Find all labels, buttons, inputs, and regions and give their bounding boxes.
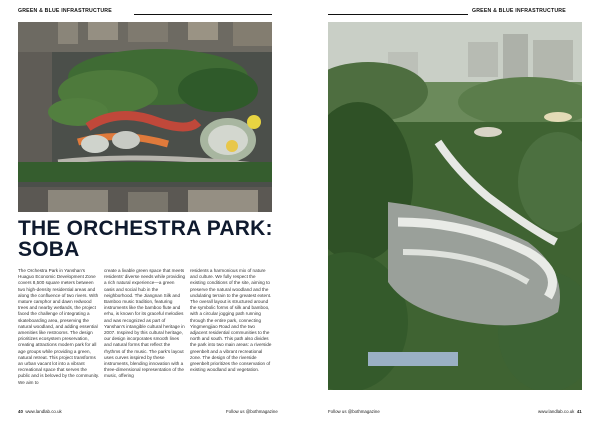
- body-column-2: [104, 268, 186, 385]
- curved-walkway-park-photo: [328, 22, 582, 390]
- footer-left: [18, 409, 62, 414]
- article-title: THE ORCHESTRA PARK: SOBA: [18, 217, 273, 261]
- header-rule-left: [134, 14, 272, 15]
- footer-right: [538, 409, 582, 414]
- section-header-left: GREEN & BLUE INFRASTRUCTURE: [18, 8, 112, 14]
- body-paragraph: residents a harmonious mix of nature and culture. We fully respect the existing conditions of the site, aiming to preserve the natural woodland and the undulating terrain to the greatest extent. The overall layout is structured around the symbolic forms of silk and bamboo, with a circular jogging path running through the entire park, connecting Yingmengjiao Road and the two adjacent residential communities to the north and south. This path also divides the park into two main areas: a riverside greenbelt and a vibrant recreational zone. The design of the riverside greenbelt prioritizes the conservation of existing woodland and vegetation.: [190, 268, 272, 373]
- page-number-right: 41: [576, 409, 582, 414]
- park-photo-illustration: [328, 22, 582, 390]
- aerial-park-photo: [18, 22, 272, 212]
- body-column-3: [190, 268, 272, 378]
- footer-follow-right[interactable]: Follow us @bothmagazine: [328, 409, 380, 414]
- aerial-photo-illustration: [18, 22, 272, 212]
- footer-url-right[interactable]: www.landlab.co.uk: [538, 409, 575, 414]
- header-rule-right: [328, 14, 468, 15]
- body-paragraph: create a livable green space that meets residents' diverse needs while providing a rich natural experience—a green oasis and social hub in the neighborhood. The Jiangnan Silk and Bamboo music tradition, featuring instruments like the bamboo flute and erhu, is known for its graceful melodies and was recognized as part of Yanshan's intangible cultural heritage in 2007. Inspired by this cultural heritage, our design incorporates smooth lines and natural forms that reflect the rhythms of the music. The park's layout uses curves inspired by these instruments, blending innovation with a three-dimensional representation of the music, offering: [104, 268, 186, 379]
- footer-url-left[interactable]: www.landlab.co.uk: [25, 409, 62, 414]
- page-number-left: 40: [18, 409, 23, 414]
- body-paragraph: The Orchestra Park in Yanshan's Huaguo Economic Development Zone covers 8,500 square meters between two high-density residential areas and along the confluence of two rivers. With mature camphor and dawn redwood trees and nearby wetlands, the project faced the challenge of integrating a skateboarding area, preserving the natural woodland, and adding essential amenities like restrooms. The design prioritizes ecosystem preservation, creating attractions modern park for all age groups while providing a green, natural retreat. This project transforms an urban vacant lot into a vibrant recreational space that serves the public and is beloved by the community. We aim to: [18, 268, 100, 385]
- body-column-1: [18, 268, 100, 391]
- footer-follow-left[interactable]: Follow us @bothmagazine: [226, 409, 278, 414]
- section-header-right: GREEN & BLUE INFRASTRUCTURE: [472, 8, 566, 14]
